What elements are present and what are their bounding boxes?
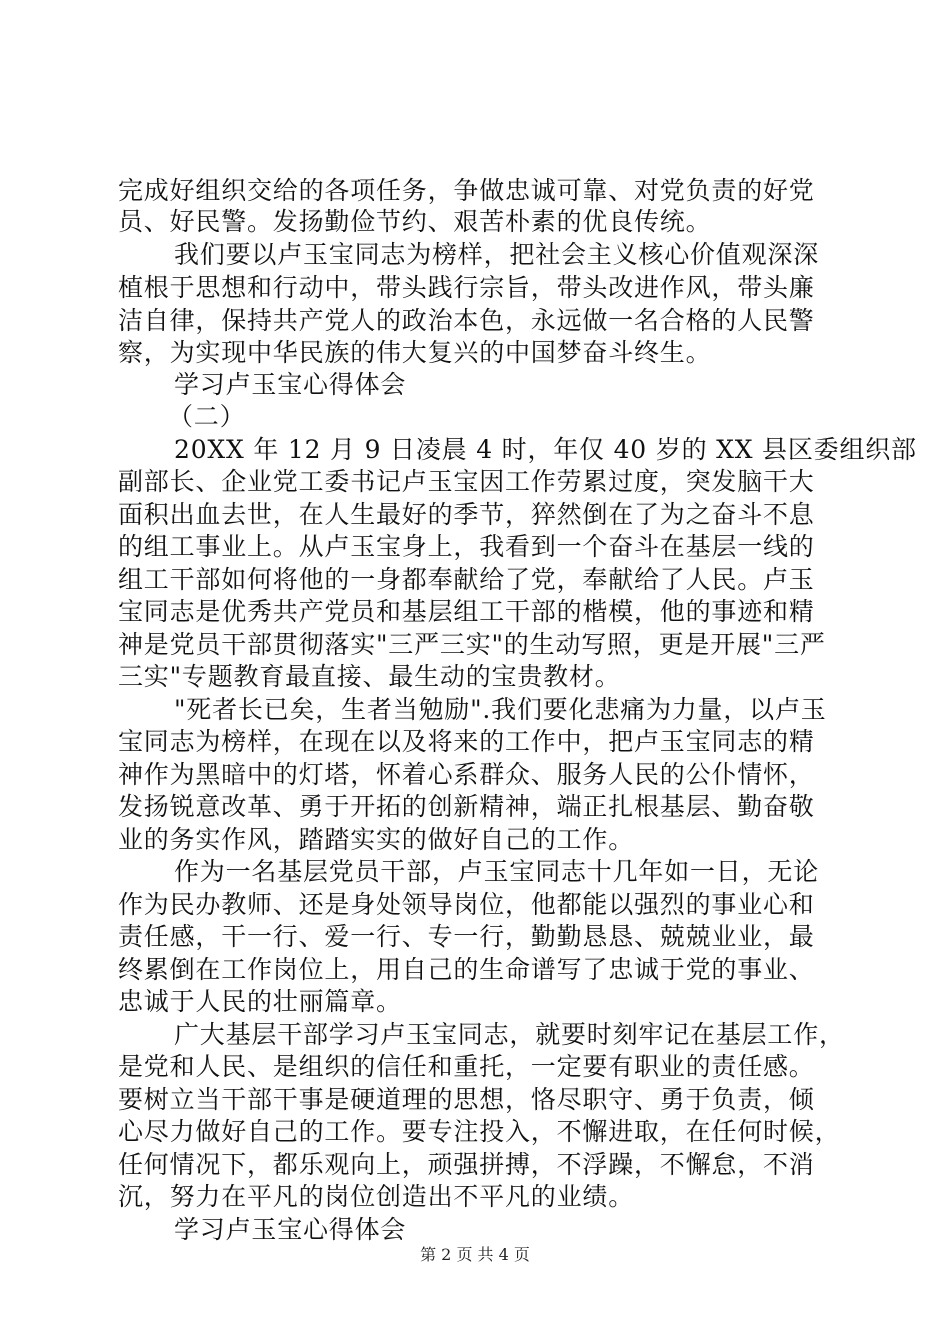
paragraph-start: 20XX 年 12 月 9 日凌晨 4 时，年仅 40 岁的 XX 县区委组织部: [174, 435, 917, 464]
text-line: 发扬锐意改革、勇于开拓的创新精神，端正扎根基层、勤奋敬: [118, 792, 815, 821]
text-line: 是党和人民、是组织的信任和重托，一定要有职业的责任感。: [118, 1052, 815, 1081]
text-line: 察，为实现中华民族的伟大复兴的中国梦奋斗终生。: [118, 338, 712, 367]
text-line: 神是党员干部贯彻落实"三严三实"的生动写照，更是开展"三严: [118, 630, 826, 659]
text-line: 组工干部如何将他的一身都奉献给了党，奉献给了人民。卢玉: [118, 565, 815, 594]
text-line: 的组工事业上。从卢玉宝身上，我看到一个奋斗在基层一线的: [118, 532, 815, 561]
text-line: 洁自律，保持共产党人的政治本色，永远做一名合格的人民警: [118, 306, 815, 335]
text-line: 业的务实作风，踏踏实实的做好自己的工作。: [118, 825, 635, 854]
text-line: 神作为黑暗中的灯塔，怀着心系群众、服务人民的公仆情怀，: [118, 760, 815, 789]
text-line: 完成好组织交给的各项任务，争做忠诚可靠、对党负责的好党: [118, 176, 815, 205]
text-line: 宝同志为榜样，在现在以及将来的工作中，把卢玉宝同志的精: [118, 727, 815, 756]
text-line: 植根于思想和行动中，带头践行宗旨，带头改进作风，带头廉: [118, 273, 815, 302]
text-line: 终累倒在工作岗位上，用自己的生命谱写了忠诚于党的事业、: [118, 955, 815, 984]
paragraph-start: 我们要以卢玉宝同志为榜样，把社会主义核心价值观深深: [174, 240, 820, 269]
text-line: 三实"专题教育最直接、最生动的宝贵教材。: [118, 662, 621, 691]
text-line: 任何情况下，都乐观向上，顽强拼搏，不浮躁，不懈怠，不消: [118, 1150, 815, 1179]
text-line: 面积出血去世，在人生最好的季节，猝然倒在了为之奋斗不息: [118, 500, 815, 529]
text-line: 宝同志是优秀共产党员和基层组工干部的楷模，他的事迹和精: [118, 597, 815, 626]
text-line: 忠诚于人民的壮丽篇章。: [118, 987, 402, 1016]
paragraph-start: 广大基层干部学习卢玉宝同志，就要时刻牢记在基层工作，: [174, 1020, 845, 1049]
text-line: 副部长、企业党工委书记卢玉宝因工作劳累过度，突发脑干大: [118, 467, 815, 496]
text-line: 员、好民警。发扬勤俭节约、艰苦朴素的优良传统。: [118, 207, 712, 236]
text-line: 要树立当干部干事是硬道理的思想，恪尽职守、勇于负责，倾: [118, 1085, 815, 1114]
text-line: 沉，努力在平凡的岗位创造出不平凡的业绩。: [118, 1182, 635, 1211]
paragraph-start: 作为一名基层党员干部，卢玉宝同志十几年如一日，无论: [174, 857, 820, 886]
paragraph-start: "死者长已矣，生者当勉励".我们要化悲痛为力量，以卢玉: [174, 695, 827, 724]
section-heading: 学习卢玉宝心得体会: [174, 1215, 407, 1244]
section-number: （二）: [168, 402, 246, 431]
page-footer: 第 2 页 共 4 页: [420, 1245, 530, 1264]
text-line: 心尽力做好自己的工作。要专注投入，不懈进取，在任何时候，: [118, 1117, 841, 1146]
text-line: 作为民办教师、还是身处领导岗位，他都能以强烈的事业心和: [118, 890, 815, 919]
section-heading: 学习卢玉宝心得体会: [174, 370, 407, 399]
text-line: 责任感，干一行、爱一行、专一行，勤勤恳恳、兢兢业业，最: [118, 922, 815, 951]
